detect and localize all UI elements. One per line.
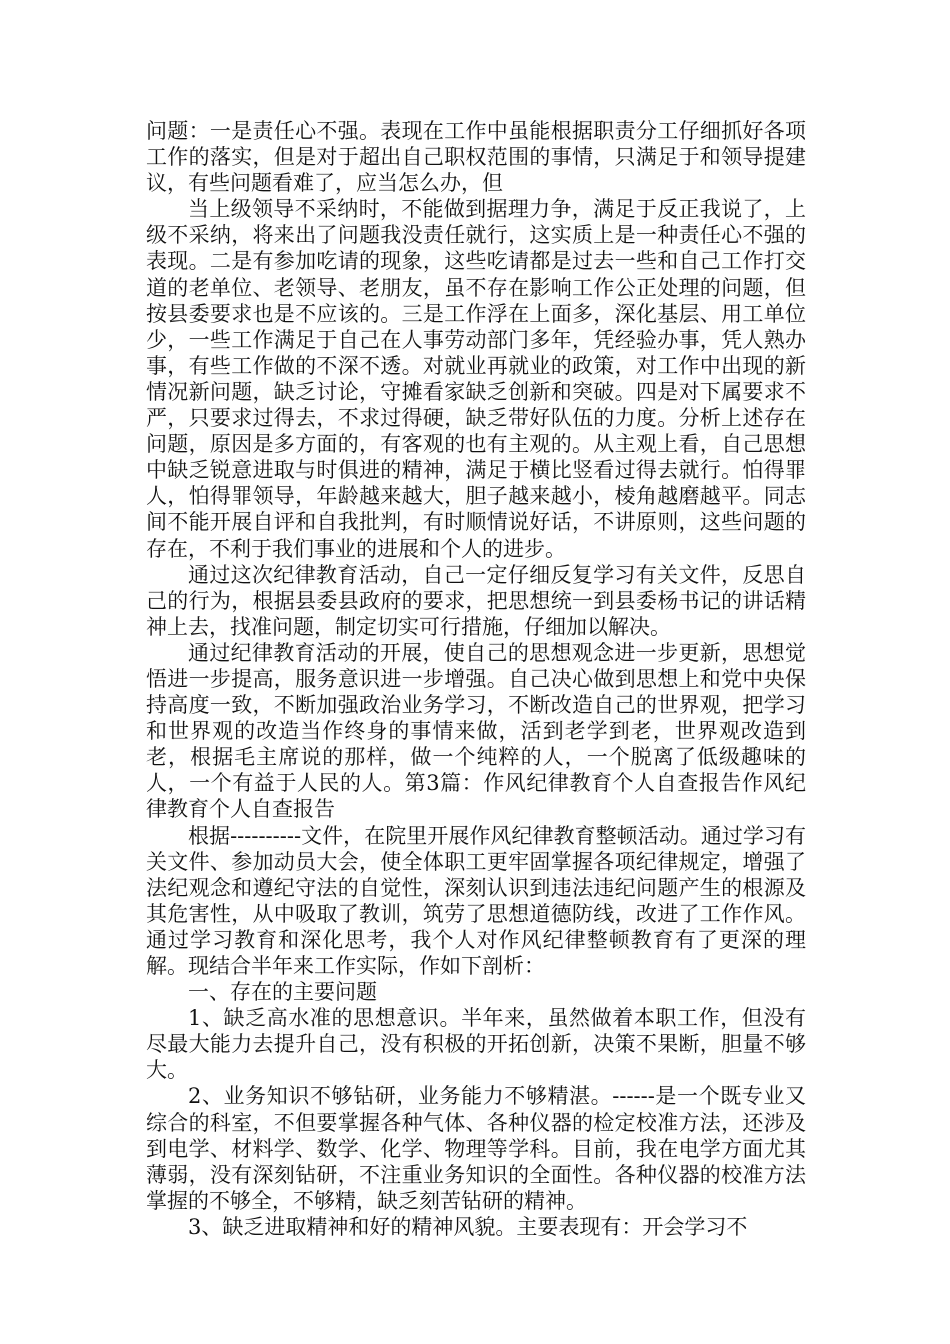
paragraph-item-3: 3、缺乏进取精神和好的精神风貌。主要表现有：开会学习不	[188, 1214, 748, 1239]
paragraph-item-2: 2、业务知识不够钻研，业务能力不够精湛。------是一个既专业又综合的科室，不但要掌握各种气体、各种仪器的检定校准方法，还涉及到电学、材料学、数学、化学、物理等学科。目前，我在电学方面尤其薄弱，没有深刻钻研，不注重业务知识的全面性。各种仪器的校准方法掌握的不够全，不够精，缺乏刻苦钻研的精神。	[146, 1084, 806, 1213]
paragraph-item-1: 1、缺乏高水准的思想意识。半年来，虽然做着本职工作，但没有尽最大能力去提升自己，没有积极的开拓创新，决策不果断，胆量不够大。	[146, 1006, 806, 1083]
section-heading-main-problems: 一、存在的主要问题	[188, 980, 377, 1005]
paragraph-report-intro: 根据----------文件，在院里开展作风纪律教育整顿活动。通过学习有关文件、参加动员大会，使全体职工更牢固掌握各项纪律规定，增强了法纪观念和遵纪守法的自觉性，深刻认识到违法违纪问题产生的根源及其危害性，从中吸取了教训，筑劳了思想道德防线，改进了工作作风。通过学习教育和深化思考，我个人对作风纪律整顿教育有了更深的理解。现结合半年来工作实际，作如下剖析：	[146, 823, 806, 978]
paragraph-responsibility-problem: 问题：一是责任心不强。表现在工作中虽能根据职责分工仔细抓好各项工作的落实，但是对于超出自己职权范围的事情，只满足于和领导提建议，有些问题看难了，应当怎么办，但	[146, 119, 806, 196]
paragraph-self-analysis: 当上级领导不采纳时，不能做到据理力争，满足于反正我说了，上级不采纳，将来出了问题我没责任就行，这实质上是一种责任心不强的表现。二是有参加吃请的现象，这些吃请都是过去一些和自己工作打交道的老单位、老领导、老朋友，虽不存在影响工作公正处理的问题，但按县委要求也是不应该的。三是工作浮在上面多，深化基层、用工单位少，一些工作满足于自己在人事劳动部门多年，凭经验办事，凭人熟办事，有些工作做的不深不透。对就业再就业的政策，对工作中出现的新情况新问题，缺乏讨论，守摊看家缺乏创新和突破。四是对下属要求不严，只要求过得去，不求过得硬，缺乏带好队伍的力度。分析上述存在问题，原因是多方面的，有客观的也有主观的。从主观上看，自己思想中缺乏锐意进取与时俱进的精神，满足于横比竖看过得去就行。怕得罪人，怕得罪领导，年龄越来越大，胆子越来越小，棱角越磨越平。同志间不能开展自评和自我批判，有时顺情说好话，不讲原则，这些问题的存在，不利于我们事业的进展和个人的进步。	[146, 197, 806, 561]
document-page	[146, 118, 806, 1240]
paragraph-determination: 通过纪律教育活动的开展，使自己的思想观念进一步更新，思想觉悟进一步提高，服务意识进一步增强。自己决心做到思想上和党中央保持高度一致，不断加强政治业务学习，不断改造自己的世界观，把学习和世界观的改造当作终身的事情来做，活到老学到老，世界观改造到老，根据毛主席说的那样，做一个纯粹的人，一个脱离了低级趣味的人，一个有益于人民的人。第3篇：作风纪律教育个人自查报告作风纪律教育个人自查报告	[146, 640, 806, 822]
paragraph-rectification-plan: 通过这次纪律教育活动，自己一定仔细反复学习有关文件，反思自己的行为，根据县委县政府的要求，把思想统一到县委杨书记的讲话精神上去，找准问题，制定切实可行措施，仔细加以解决。	[146, 562, 806, 639]
